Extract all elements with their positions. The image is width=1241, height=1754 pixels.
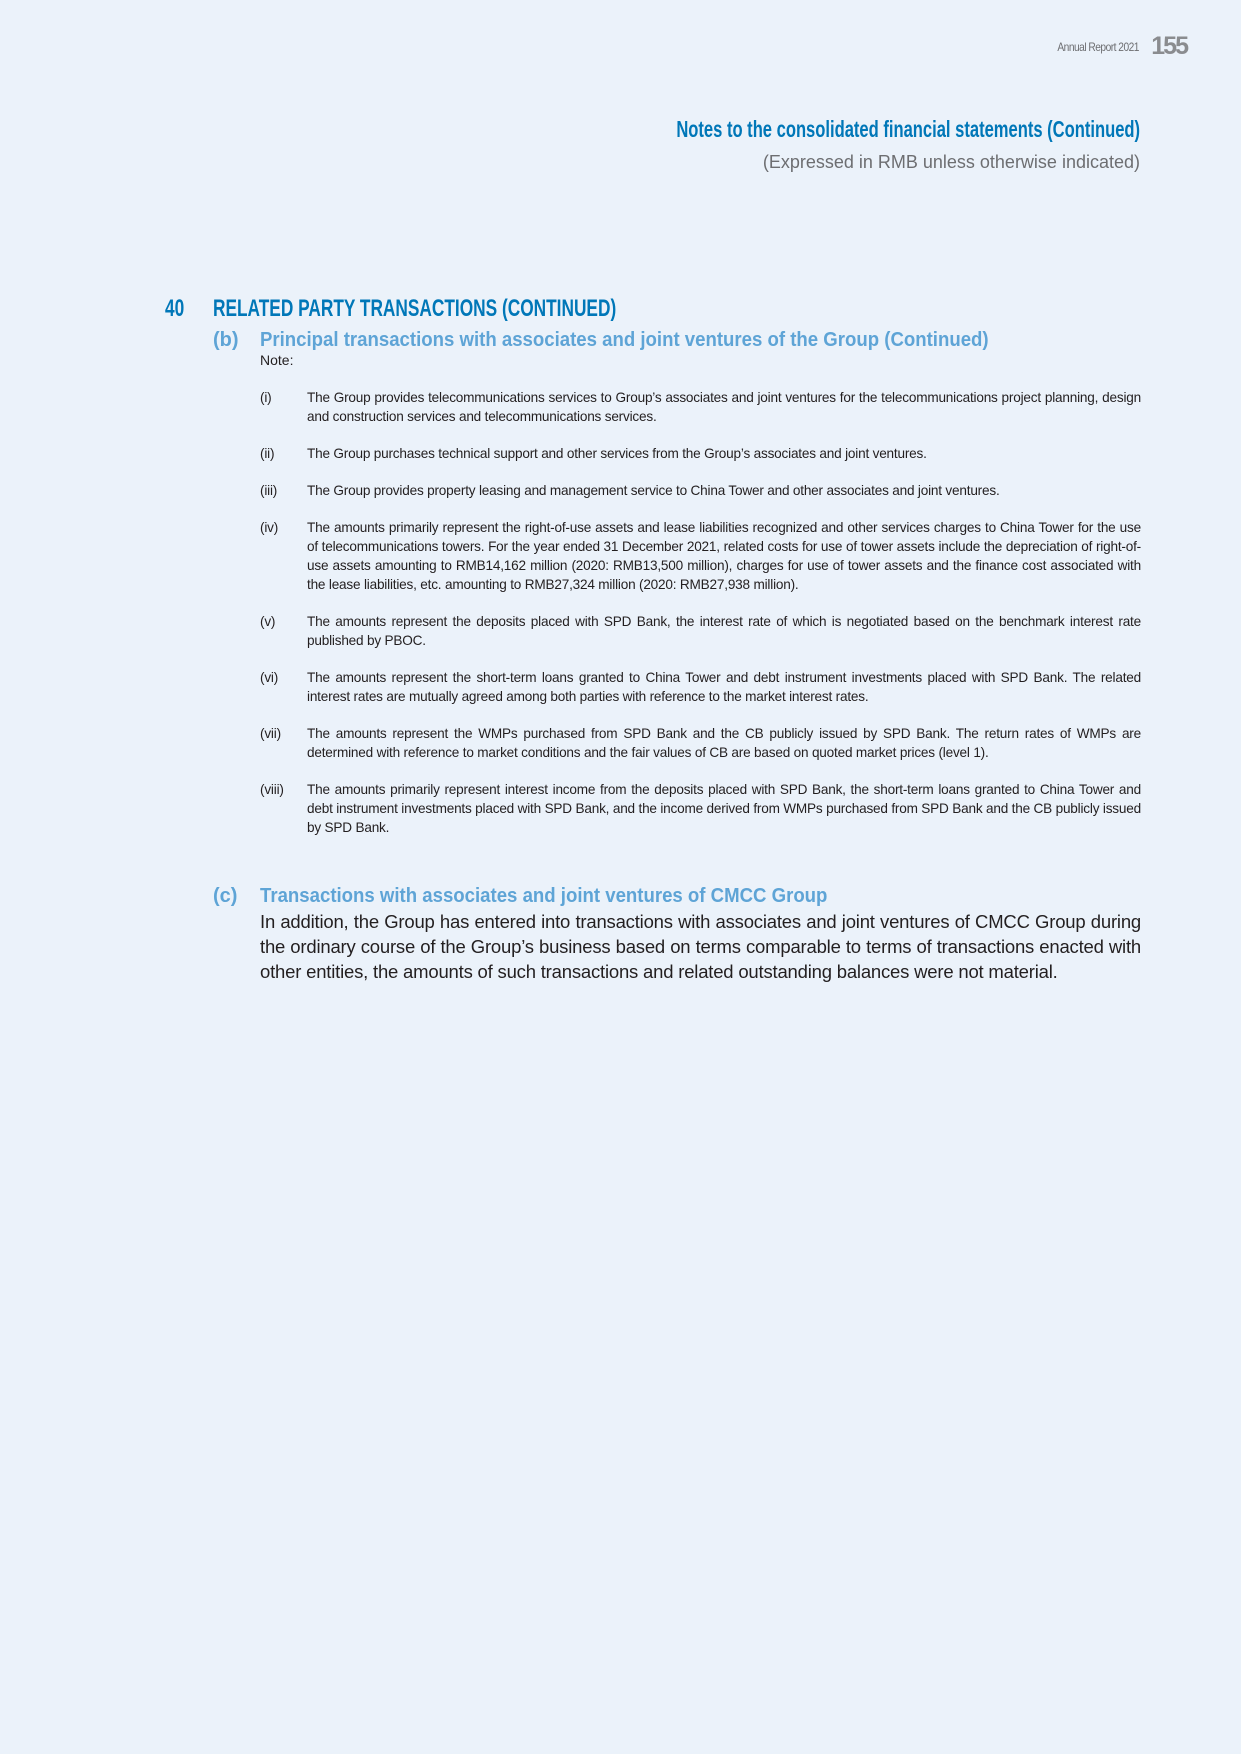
note-item-label: (iii) bbox=[260, 483, 278, 498]
note-item-text: The Group provides telecommunications services to Group’s associates and joint ventures for the telecommunications project planning, design and construction services and telecommunications services. bbox=[307, 390, 1141, 424]
note-list bbox=[260, 388, 1141, 855]
note-item bbox=[260, 612, 1141, 650]
section-title: RELATED PARTY TRANSACTIONS (CONTINUED) bbox=[213, 295, 617, 322]
note-item-label: (ii) bbox=[260, 446, 275, 461]
page-number: 155 bbox=[1151, 32, 1187, 60]
section-number: 40 bbox=[165, 295, 185, 322]
note-item-text: The amounts primarily represent the right-of-use assets and lease liabilities recognized and other services charges to China Tower for the use of telecommunications towers. For the year ended 31 December 2021, related costs for use of tower assets include the depreciation of right-of-use assets amounting to RMB14,162 million (2020: RMB13,500 million), charges for use of tower assets and the finance cost associated with the lease liabilities, etc. amounting to RMB27,324 million (2020: RMB27,938 million). bbox=[307, 520, 1141, 592]
note-item bbox=[260, 388, 1141, 426]
note-item bbox=[260, 444, 1141, 463]
note-item bbox=[260, 481, 1141, 500]
note-item bbox=[260, 780, 1141, 837]
note-item-text: The amounts primarily represent interest income from the deposits placed with SPD Bank, the short-term loans granted to China Tower and debt instrument investments placed with SPD Bank, and the income derived from WMPs purchased from SPD Bank and the CB publicly issued by SPD Bank. bbox=[307, 782, 1141, 835]
note-item-text: The Group purchases technical support and other services from the Group’s associates and joint ventures. bbox=[307, 446, 927, 461]
note-item-text: The amounts represent the WMPs purchased from SPD Bank and the CB publicly issued by SPD Bank. The return rates of WMPs are determined with reference to market conditions and the fair values of CB are based on quoted market prices (level 1). bbox=[307, 726, 1141, 760]
note-item-label: (iv) bbox=[260, 520, 279, 535]
note-label: Note: bbox=[260, 352, 294, 368]
note-item-label: (vi) bbox=[260, 670, 279, 685]
note-item bbox=[260, 724, 1141, 762]
subsection-b-title: Principal transactions with associates and joint ventures of the Group (Continued) bbox=[260, 329, 989, 351]
note-item-label: (viii) bbox=[260, 782, 284, 797]
note-item-text: The amounts represent the short-term loans granted to China Tower and debt instrument investments placed with SPD Bank. The related interest rates are mutually agreed among both parties with reference to the market interest rates. bbox=[307, 670, 1141, 704]
note-item-text: The amounts represent the deposits placed with SPD Bank, the interest rate of which is negotiated based on the benchmark interest rate published by PBOC. bbox=[307, 614, 1141, 648]
note-item-label: (i) bbox=[260, 390, 272, 405]
subsection-b-label: (b) bbox=[213, 329, 239, 351]
note-item bbox=[260, 668, 1141, 706]
note-item-text: The Group provides property leasing and management service to China Tower and other associates and joint ventures. bbox=[307, 483, 1000, 498]
subsection-c-label: (c) bbox=[213, 885, 238, 907]
page-title: Notes to the consolidated financial statements (Continued) bbox=[676, 116, 1140, 142]
report-name: Annual Report 2021 bbox=[1057, 40, 1139, 54]
note-item-label: (v) bbox=[260, 614, 276, 629]
subsection-c-title: Transactions with associates and joint ventures of CMCC Group bbox=[260, 885, 828, 907]
subsection-c-paragraph: In addition, the Group has entered into transactions with associates and joint ventures of CMCC Group during the ordinary course of the Group’s business based on terms comparable to terms of transactions enacted with other entities, the amounts of such transactions and related outstanding balances were not material. bbox=[260, 911, 1141, 982]
note-item bbox=[260, 518, 1141, 594]
note-item-label: (vii) bbox=[260, 726, 281, 741]
page-subtitle: (Expressed in RMB unless otherwise indicated) bbox=[762, 152, 1140, 172]
